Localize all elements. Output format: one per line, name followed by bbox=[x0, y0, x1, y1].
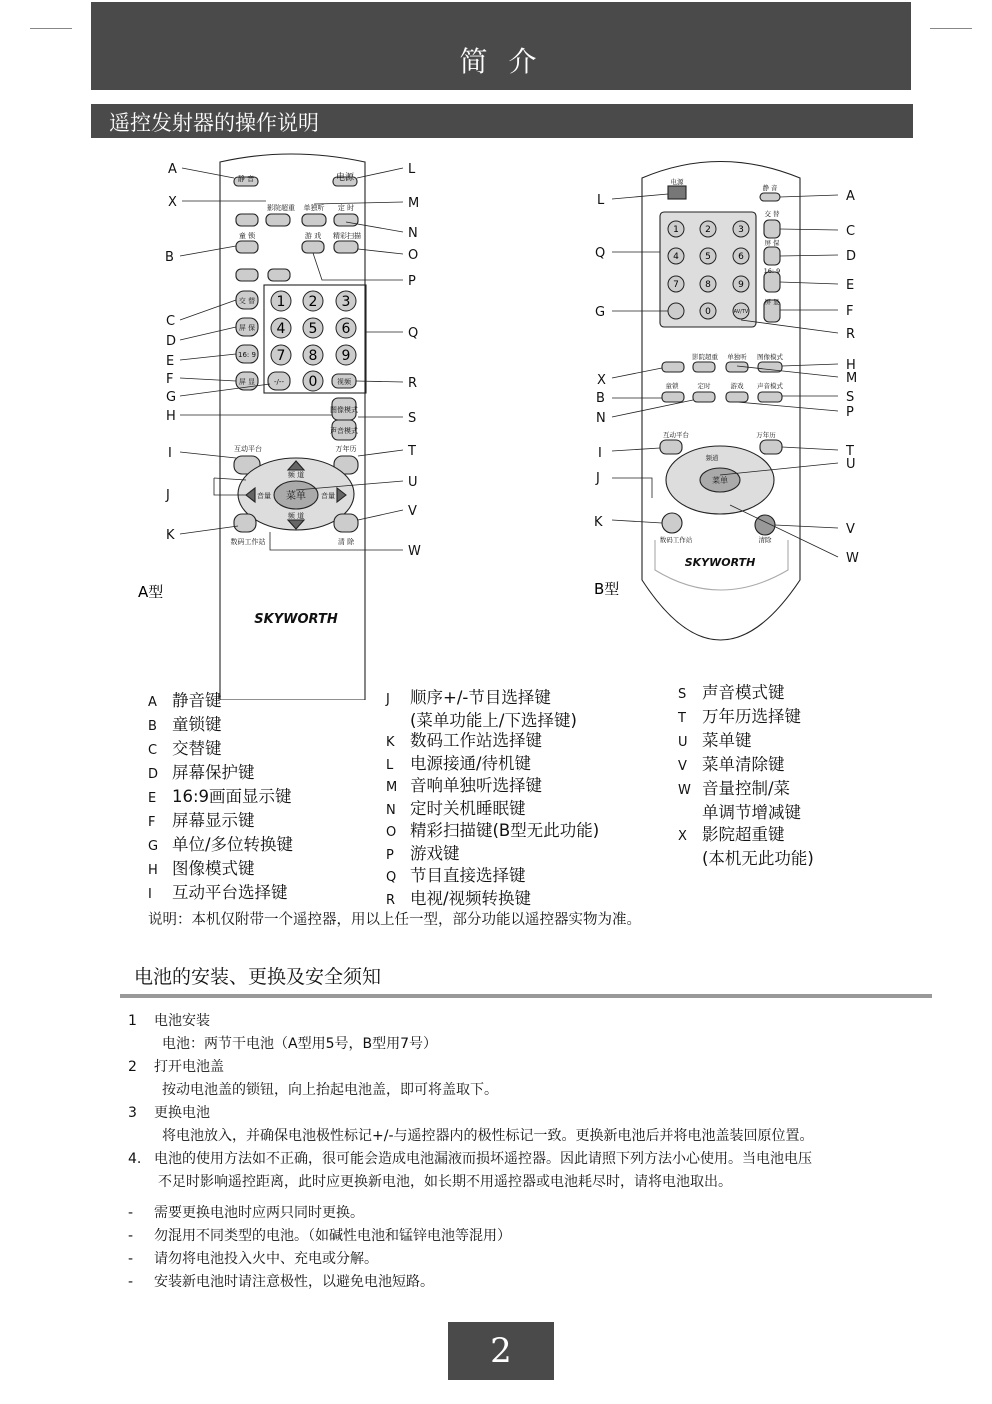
solo-label: 单独听 bbox=[727, 353, 747, 361]
legend-item: F 屏幕显示键 bbox=[148, 811, 255, 830]
callout-letter: E bbox=[846, 278, 855, 293]
section-divider bbox=[120, 994, 932, 998]
ch-label: 频道 bbox=[705, 454, 719, 462]
callout-letter: W bbox=[408, 544, 421, 559]
legend-item: M 音响单独听选择键 bbox=[386, 776, 542, 795]
page-title: 简 介 bbox=[459, 45, 543, 78]
legend-col-2 bbox=[386, 688, 599, 911]
legend-item: B 童锁键 bbox=[148, 715, 222, 734]
legend-item: V 菜单清除键 bbox=[678, 755, 785, 774]
bullet-item: - 需要更换电池时应两只同时更换。 bbox=[128, 1205, 364, 1221]
step-title: 1 电池安装 bbox=[128, 1013, 210, 1029]
callout-letter: M bbox=[408, 196, 420, 211]
step-title: 3 更换电池 bbox=[128, 1105, 210, 1121]
digit-label: 0 bbox=[308, 374, 318, 390]
callout-letter: K bbox=[166, 528, 175, 543]
scan-label: 精彩扫描 bbox=[333, 232, 361, 240]
legend-item: P 游戏键 bbox=[386, 843, 460, 863]
step-title: 4. 电池的使用方法如不正确，很可能会造成电池漏液而损坏遥控器。因此请照下列方法小心使用。当电池电压 bbox=[128, 1151, 812, 1167]
sound-label: 声音模式 bbox=[330, 427, 358, 435]
solo-label: 单独听 bbox=[303, 204, 325, 212]
legend-item: I 互动平台选择键 bbox=[148, 883, 288, 902]
clear-label: 清除 bbox=[758, 536, 772, 544]
callout-letter: R bbox=[846, 327, 856, 342]
saver-label: 屏 保 bbox=[764, 239, 780, 247]
crop-mark bbox=[30, 28, 72, 29]
legend-item: C 交替键 bbox=[148, 739, 222, 758]
callout-letter: L bbox=[597, 193, 605, 208]
callout-letter: U bbox=[846, 457, 856, 472]
vol-left-label: 音量 bbox=[257, 492, 271, 500]
menu-label: 菜单 bbox=[712, 476, 728, 485]
legend-item: (本机无此功能) bbox=[702, 849, 814, 868]
ch-down-label: 频 道 bbox=[287, 512, 305, 520]
clear-label: 清 除 bbox=[337, 538, 355, 546]
legend-item: O 精彩扫描键(B型无此功能) bbox=[386, 821, 600, 840]
digit-label: 8 bbox=[308, 348, 318, 364]
display-label: 屏 显 bbox=[238, 378, 256, 386]
interactive-label: 互动平台 bbox=[663, 431, 689, 439]
legend-item: (菜单功能上/下选择键) bbox=[410, 710, 577, 730]
digit-label: 1 bbox=[673, 225, 679, 235]
callout-letter: J bbox=[166, 488, 170, 503]
callout-letter: S bbox=[846, 390, 855, 405]
section-heading-battery: 电池的安装、更换及安全须知 bbox=[134, 966, 382, 988]
callout-letter: N bbox=[408, 226, 418, 241]
legend-item: H 图像模式键 bbox=[148, 859, 255, 878]
legend-item: S 声音模式键 bbox=[678, 683, 785, 702]
note-text: 说明：本机仅附带一个遥控器，用以上任一型，部分功能以遥控器实物为准。 bbox=[148, 912, 641, 928]
remote-diagram bbox=[0, 140, 992, 700]
legend-item: L 电源接通/待机键 bbox=[386, 753, 532, 773]
picture-label: 图像模式 bbox=[757, 353, 783, 361]
legend-item: Q 节目直接选择键 bbox=[386, 866, 526, 885]
brand-logo: SKYWORTH bbox=[254, 612, 338, 627]
digit-label: 6 bbox=[341, 321, 351, 337]
callout-letter: J bbox=[596, 471, 600, 486]
legend-col-1 bbox=[148, 690, 293, 906]
game-label: 游 戏 bbox=[304, 232, 322, 240]
legend-item: N 定时关机睡眠键 bbox=[386, 798, 526, 818]
callout-letter: E bbox=[166, 354, 175, 369]
callout-letter: H bbox=[846, 358, 856, 373]
digit-label: 6 bbox=[738, 252, 744, 262]
digit-label: 1 bbox=[276, 294, 286, 310]
sound-label: 声音模式 bbox=[757, 382, 783, 390]
legend-item: U 菜单键 bbox=[678, 731, 752, 750]
digit-label: 2 bbox=[308, 294, 318, 310]
callout-letter: A bbox=[846, 189, 855, 204]
callout-letter: H bbox=[166, 409, 176, 424]
callout-letter: X bbox=[597, 373, 606, 388]
callout-letter: F bbox=[166, 372, 174, 387]
legend-item: W 音量控制/菜 bbox=[678, 779, 791, 798]
av-label: 视频 bbox=[337, 378, 351, 386]
legend-item: A 静音键 bbox=[148, 691, 222, 710]
display-label: 屏 显 bbox=[764, 298, 780, 306]
callout-letter: T bbox=[846, 444, 854, 459]
interactive-label: 互动平台 bbox=[234, 445, 262, 453]
cinema-label: 影院超重 bbox=[267, 204, 295, 212]
digit-label: 8 bbox=[705, 280, 711, 290]
step-detail: 电池：两节干电池（A型用5号，B型用7号） bbox=[162, 1036, 437, 1052]
callout-letter: V bbox=[408, 504, 417, 519]
digit-label: 4 bbox=[276, 321, 286, 337]
callout-letter: I bbox=[168, 446, 172, 461]
power-label: 电源 bbox=[335, 173, 355, 183]
cinema-label: 影院超重 bbox=[692, 353, 718, 361]
callout-letter: S bbox=[408, 411, 417, 426]
ch-up-label: 频 道 bbox=[287, 471, 305, 479]
digit-label: 3 bbox=[738, 225, 744, 235]
type-a-label: A型 bbox=[138, 583, 164, 601]
mute-label: 静 音 bbox=[762, 184, 778, 192]
callout-letter: N bbox=[596, 411, 606, 426]
page-number: 2 bbox=[448, 1322, 554, 1380]
power-label: 电源 bbox=[670, 178, 684, 186]
lock-label: 童锁 bbox=[665, 382, 679, 390]
step-detail: 按动电池盖的锁钮，向上抬起电池盖，即可将盖取下。 bbox=[162, 1082, 498, 1098]
callout-letter: R bbox=[408, 376, 418, 391]
callout-letter: Q bbox=[595, 246, 606, 261]
callout-letter: B bbox=[596, 391, 605, 406]
section-title: 遥控发射器的操作说明 bbox=[109, 111, 319, 135]
callout-letter: D bbox=[846, 249, 857, 264]
timer-label: 定时 bbox=[697, 382, 711, 390]
callout-letter: M bbox=[846, 371, 858, 386]
step-detail: 不足时影响遥控距离，此时应更换新电池，如长期不用遥控器或电池耗尽时，请将电池取出。 bbox=[158, 1174, 732, 1190]
legend-item: X 影院超重键 bbox=[678, 825, 785, 844]
timer-label: 定 时 bbox=[337, 204, 355, 212]
callout-letter: K bbox=[594, 515, 603, 530]
legend-item: T 万年历选择键 bbox=[678, 707, 801, 726]
brand-logo: SKYWORTH bbox=[684, 556, 756, 569]
legend-item: K 数码工作站选择键 bbox=[386, 731, 542, 750]
alt-label: 交 替 bbox=[764, 210, 780, 218]
callout-letter: C bbox=[166, 314, 176, 329]
step-title: 2 打开电池盖 bbox=[128, 1059, 224, 1075]
callout-letter: D bbox=[166, 334, 177, 349]
digit-toggle-label: -/-- bbox=[274, 378, 284, 386]
type-b-label: B型 bbox=[594, 580, 620, 598]
callout-letter: B bbox=[165, 250, 174, 265]
digit-label: 9 bbox=[738, 280, 744, 290]
step-detail: 将电池放入，并确保电池极性标记+/-与遥控器内的极性标记一致。更换新电池后并将电池盖装回原位置。 bbox=[162, 1128, 814, 1144]
battery-steps bbox=[128, 1010, 814, 1194]
mute-label: 静 音 bbox=[237, 175, 255, 183]
menu-label: 菜单 bbox=[286, 491, 306, 502]
saver-label: 屏 保 bbox=[238, 324, 256, 332]
digit-label: 7 bbox=[673, 280, 679, 290]
lock-label: 童 锁 bbox=[238, 232, 256, 240]
page-header bbox=[91, 2, 911, 90]
digit-label: 2 bbox=[705, 225, 711, 235]
callout-letter: A bbox=[168, 162, 177, 177]
legend-item: J 顺序+/-节目选择键 bbox=[386, 688, 551, 707]
callout-letter: I bbox=[598, 446, 602, 461]
battery-bullets bbox=[128, 1202, 511, 1294]
callout-letter: O bbox=[408, 248, 419, 263]
legend-item: D 屏幕保护键 bbox=[148, 763, 255, 782]
calendar-label: 万年历 bbox=[335, 445, 357, 453]
digit-label: 7 bbox=[276, 348, 286, 364]
picture-label: 图像模式 bbox=[330, 406, 358, 414]
callout-letter: C bbox=[846, 224, 856, 239]
bullet-item: - 勿混用不同类型的电池。（如碱性电池和锰锌电池等混用） bbox=[128, 1228, 511, 1244]
digit-label: 5 bbox=[705, 252, 711, 262]
crop-mark bbox=[930, 28, 972, 29]
calendar-label: 万年历 bbox=[756, 431, 776, 439]
bullet-item: - 安装新电池时请注意极性，以避免电池短路。 bbox=[128, 1274, 434, 1290]
av-label: AV/TV bbox=[733, 309, 749, 315]
bullet-item: - 请勿将电池投入火中、充电或分解。 bbox=[128, 1251, 378, 1267]
digit-label: 5 bbox=[308, 321, 318, 337]
callout-letter: G bbox=[595, 305, 606, 320]
legend-item: 单调节增减键 bbox=[702, 803, 801, 822]
callout-letter: L bbox=[408, 162, 416, 177]
wide-label: 16: 9 bbox=[238, 351, 256, 359]
digit-label: 0 bbox=[705, 307, 711, 317]
callout-letter: G bbox=[166, 390, 177, 405]
digit-label: 9 bbox=[341, 348, 351, 364]
digit-label: 4 bbox=[673, 252, 679, 262]
callout-letter: P bbox=[846, 405, 854, 420]
vol-right-label: 音量 bbox=[321, 492, 335, 500]
legend-col-3 bbox=[678, 682, 814, 870]
callout-letter: V bbox=[846, 522, 855, 537]
legend-item: G 单位/多位转换键 bbox=[148, 835, 294, 854]
station-label: 数码工作站 bbox=[659, 536, 693, 544]
callout-letter: F bbox=[846, 304, 854, 319]
wide-label: 16: 9 bbox=[763, 267, 781, 275]
digit-label: 3 bbox=[341, 294, 351, 310]
legend-item: E 16:9画面显示键 bbox=[148, 787, 292, 806]
callout-letter: P bbox=[408, 274, 416, 289]
callout-letter: Q bbox=[408, 326, 419, 341]
callout-letter: X bbox=[168, 195, 177, 210]
callout-letter: W bbox=[846, 551, 859, 566]
callout-letter: T bbox=[408, 444, 416, 459]
legend-item: R 电视/视频转换键 bbox=[386, 888, 532, 908]
callout-letter: U bbox=[408, 475, 418, 490]
game-label: 游戏 bbox=[730, 382, 744, 390]
alt-label: 交 替 bbox=[238, 297, 256, 305]
section-heading-remote bbox=[91, 104, 913, 138]
station-label: 数码工作站 bbox=[230, 538, 266, 546]
